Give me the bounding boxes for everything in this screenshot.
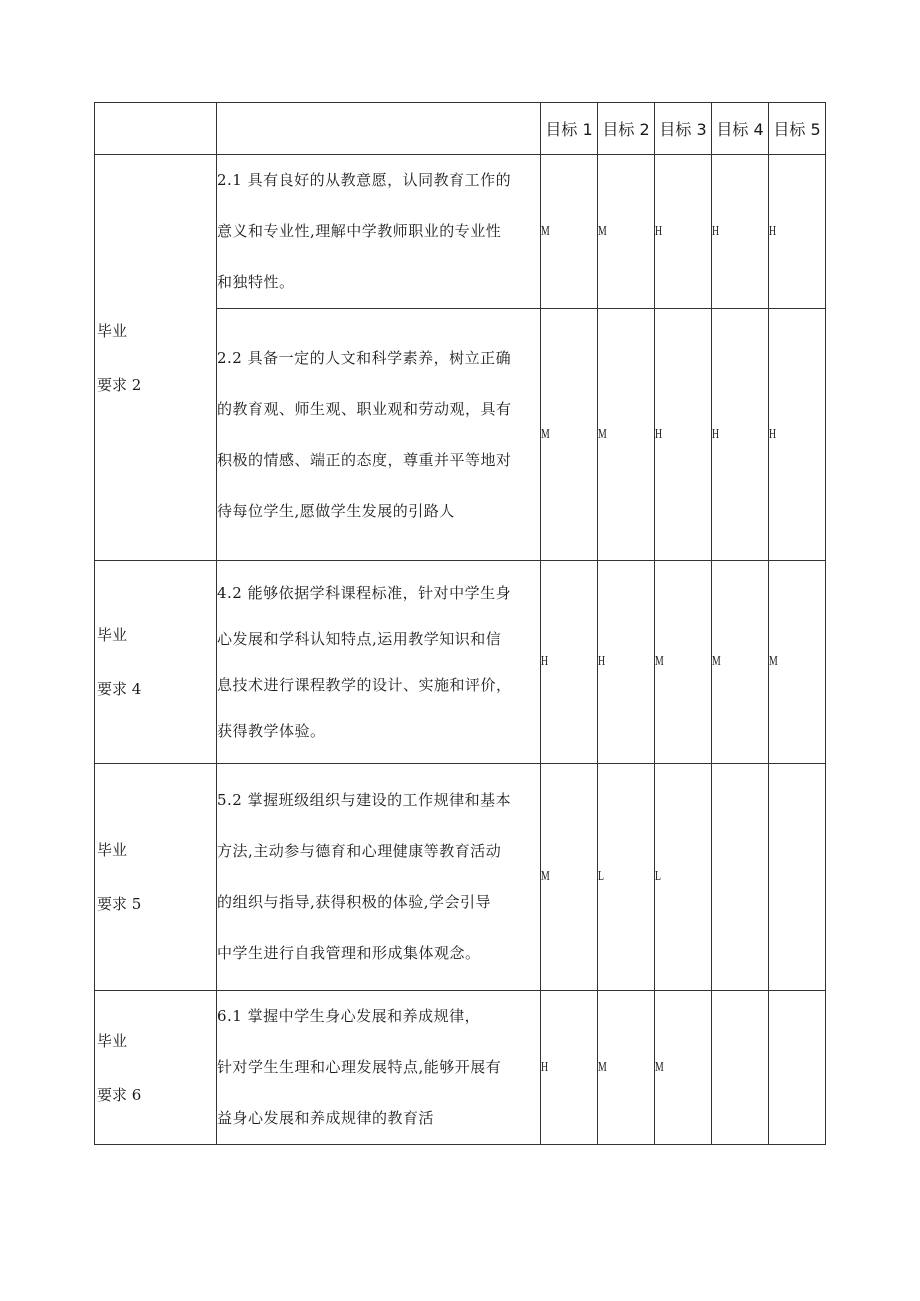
level-value: L — [655, 869, 661, 884]
level-value: H — [541, 654, 549, 669]
level-cell — [541, 155, 598, 309]
description-line: 针对学生生理和心理发展特点,能够开展有 — [217, 1058, 502, 1076]
header-blank-cell — [95, 103, 217, 155]
description-line: 待每位学生,愿做学生发展的引路人 — [217, 501, 455, 520]
requirement-cell — [95, 155, 217, 561]
level-cell — [712, 764, 769, 991]
level-value: M — [712, 654, 721, 669]
level-cell — [598, 991, 655, 1145]
description-line: 的组织与指导,获得积极的体验,学会引导 — [217, 893, 492, 911]
level-value: M — [598, 1059, 607, 1075]
level-cell — [712, 991, 769, 1145]
requirement-cell — [95, 764, 217, 991]
description-line: 4.2 能够依据学科课程标准，针对中学生身 — [217, 584, 512, 602]
level-cell — [655, 561, 712, 764]
description-cell — [217, 561, 541, 764]
requirement-label-line2: 要求 6 — [97, 1085, 142, 1104]
level-value: M — [541, 869, 550, 884]
header-blank-cell — [217, 103, 541, 155]
level-cell — [655, 309, 712, 561]
requirement-label-line2: 要求 5 — [97, 895, 142, 913]
description-line: 方法,主动参与德育和心理健康等教育活动 — [217, 842, 502, 860]
header-row — [95, 103, 826, 155]
table-row — [95, 764, 826, 991]
level-cell — [712, 561, 769, 764]
level-value: H — [655, 223, 663, 239]
level-cell — [655, 155, 712, 309]
description-line: 和独特性。 — [217, 273, 295, 291]
description-line: 6.1 掌握中学生身心发展和养成规律， — [217, 1007, 481, 1025]
requirement-label-line2: 要求 4 — [97, 680, 142, 698]
header-target-1: 目标 1 — [541, 103, 598, 155]
level-cell — [541, 309, 598, 561]
level-cell — [712, 309, 769, 561]
level-cell — [712, 155, 769, 309]
level-value: M — [541, 426, 550, 442]
requirement-label-line2: 要求 2 — [97, 375, 142, 394]
level-cell — [769, 991, 826, 1145]
level-cell — [598, 764, 655, 991]
level-value: H — [769, 223, 777, 239]
description-line: 获得教学体验。 — [217, 722, 326, 740]
level-value: H — [769, 426, 777, 442]
level-value: H — [712, 223, 720, 239]
description-cell — [217, 991, 541, 1145]
level-cell — [541, 991, 598, 1145]
level-cell — [769, 309, 826, 561]
requirement-cell — [95, 991, 217, 1145]
level-cell — [769, 561, 826, 764]
level-cell — [655, 764, 712, 991]
level-cell — [541, 764, 598, 991]
description-line: 中学生进行自我管理和形成集体观念。 — [217, 944, 481, 962]
table-row — [95, 561, 826, 764]
requirement-label-line1: 毕业 — [97, 626, 128, 644]
description-line: 息技术进行课程教学的设计、实施和评价， — [217, 676, 512, 694]
table-row — [95, 991, 826, 1145]
description-line: 积极的情感、端正的态度，尊重并平等地对 — [217, 450, 512, 469]
description-cell — [217, 155, 541, 309]
level-cell — [655, 991, 712, 1145]
level-value: L — [598, 869, 604, 884]
requirement-cell — [95, 561, 217, 764]
level-cell — [598, 561, 655, 764]
level-value: M — [655, 654, 664, 669]
level-value: M — [598, 223, 607, 239]
level-value: M — [541, 223, 550, 239]
level-value: M — [769, 654, 778, 669]
level-value: H — [541, 1059, 549, 1075]
level-value: H — [712, 426, 720, 442]
description-cell — [217, 309, 541, 561]
requirement-label-line1: 毕业 — [97, 1031, 128, 1050]
description-line: 益身心发展和养成规律的教育活 — [217, 1109, 435, 1127]
level-value: H — [598, 654, 606, 669]
level-cell — [598, 155, 655, 309]
header-target-5: 目标 5 — [769, 103, 826, 155]
level-value: M — [655, 1059, 664, 1075]
level-value: M — [598, 426, 607, 442]
description-line: 意义和专业性,理解中学教师职业的专业性 — [217, 222, 502, 240]
curriculum-matrix-table — [94, 102, 826, 1145]
description-cell — [217, 764, 541, 991]
level-cell — [769, 764, 826, 991]
description-line: 2.2 具备一定的人文和科学素养，树立正确 — [217, 348, 512, 367]
table-row — [95, 155, 826, 309]
requirement-label-line1: 毕业 — [97, 321, 128, 340]
level-value: H — [655, 426, 663, 442]
level-cell — [769, 155, 826, 309]
level-cell — [541, 561, 598, 764]
header-target-4: 目标 4 — [712, 103, 769, 155]
description-line: 2.1 具有良好的从教意愿，认同教育工作的 — [217, 171, 512, 189]
header-target-3: 目标 3 — [655, 103, 712, 155]
description-line: 的教育观、师生观、职业观和劳动观，具有 — [217, 399, 512, 418]
description-line: 心发展和学科认知特点,运用教学知识和信 — [217, 630, 502, 648]
requirement-label-line1: 毕业 — [97, 841, 128, 859]
header-target-2: 目标 2 — [598, 103, 655, 155]
description-line: 5.2 掌握班级组织与建设的工作规律和基本 — [217, 791, 512, 809]
level-cell — [598, 309, 655, 561]
